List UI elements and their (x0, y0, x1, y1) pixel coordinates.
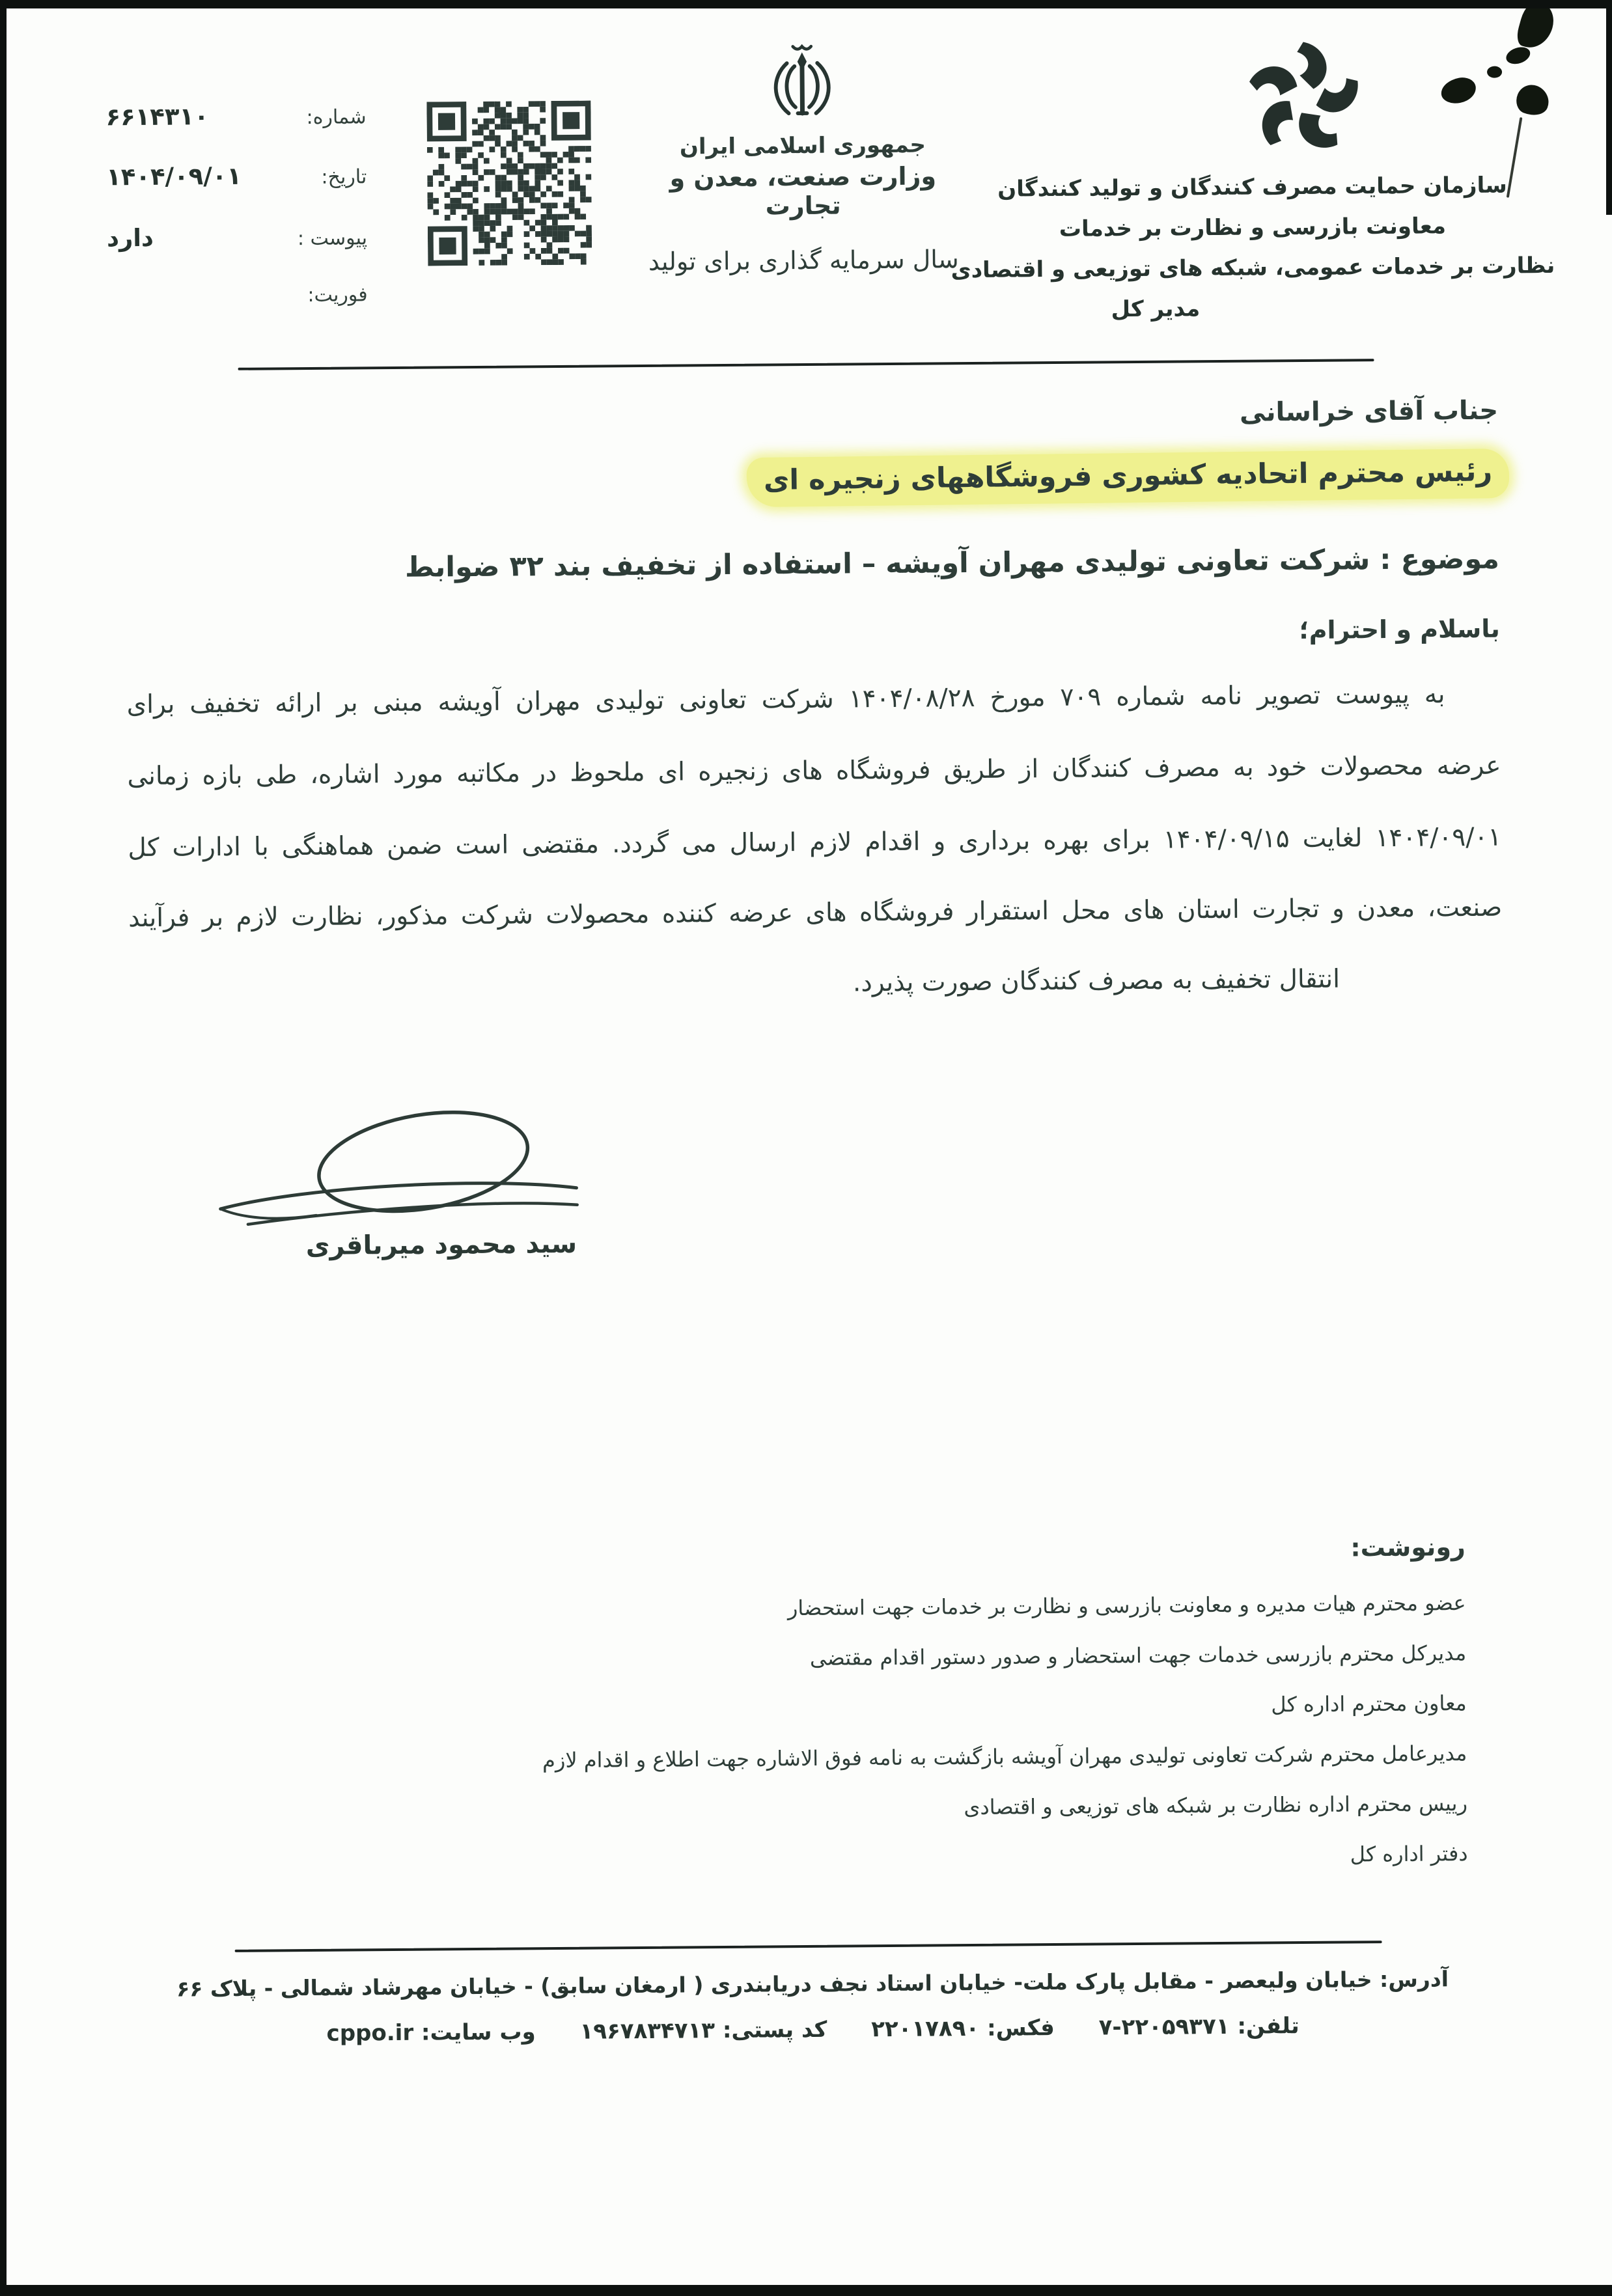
body-line: عرضه محصولات خود به مصرف کنندگان از طریق فروشگاه های زنجیره ای ملحوظ در مکاتبه مورد اشاره، طی بازه زمانی (127, 751, 1501, 792)
signer-name: سید محمود میرباقری (305, 1228, 577, 1262)
attachment-label: پیوست : (297, 227, 368, 251)
national-header (643, 39, 964, 276)
letter-date-row (106, 161, 367, 191)
attachment-row (107, 222, 367, 252)
deputy-name: معاونت بازرسی و نظارت بر خدمات (1059, 213, 1447, 242)
footer-fax (871, 2015, 1055, 2042)
website-value: cppo.ir (326, 2019, 414, 2047)
footer-contacts (124, 2012, 1502, 2049)
body-line: صنعت، معدن و تجارت استان های محل استقرار فروشگاه های عرضه کننده محصولات شرکت مذکور، نظارت لازم بر فرآیند (128, 892, 1503, 934)
qr-code-icon (426, 101, 592, 266)
scan-edge-right (1606, 0, 1612, 215)
cc-item: دفتر اداره کل (1350, 1841, 1468, 1867)
urgency-row (107, 283, 368, 308)
recipient-name: جناب آقای خراسانی (1239, 395, 1499, 428)
cc-title: رونوشت: (1350, 1532, 1466, 1562)
signature-block (208, 1101, 593, 1264)
cc-item: عضو محترم هیات مدیره و معاونت بازرسی و نظارت بر خدمات جهت استحضار (787, 1590, 1466, 1621)
number-value: ۶۶۱۴۳۱۰ (105, 102, 209, 131)
reference-block (105, 101, 368, 307)
footer-website (326, 2019, 535, 2047)
country-title: جمهوری اسلامی ایران (679, 131, 926, 160)
year-slogan: سال سرمایه گذاری برای تولید (648, 245, 959, 276)
postal-value: ۱۹۶۷۸۳۴۷۱۳ (579, 2017, 716, 2045)
number-label: شماره: (306, 105, 367, 129)
iran-emblem-icon (764, 40, 841, 123)
cc-item: رییس محترم اداره نظارت بر شبکه های توزیعی و اقتصادی (964, 1791, 1468, 1820)
urgency-label: فوریت: (307, 283, 368, 307)
date-value: ۱۴۰۴/۰۹/۰۱ (106, 161, 242, 191)
recipient-title-highlighted: رئیس محترم اتحادیه کشوری فروشگاههای زنجیره ای (746, 449, 1509, 507)
fax-value: ۲۲۰۱۷۸۹۰ (871, 2015, 980, 2043)
organization-name: سازمان حمایت مصرف کنندگان و تولید کنندگان (997, 172, 1507, 202)
footer-phone (1098, 2013, 1299, 2040)
scan-edge-top (0, 0, 1612, 8)
cc-section (199, 1532, 1468, 1888)
phone-label: تلفن: (1237, 2013, 1299, 2040)
body-line: انتقال تخفیف به مصرف کنندگان صورت پذیرد. (852, 964, 1341, 998)
subject-line: موضوع : شرکت تعاونی تولیدی مهران آویشه – استفاده از تخفیف بند ۳۲ ضوابط (404, 542, 1500, 584)
website-label: وب سایت: (421, 2019, 536, 2046)
scan-edge-bottom (0, 2285, 1612, 2296)
body-line: به پیوست تصویر نامه شماره ۷۰۹ مورخ ۱۴۰۴/۰۸/۲۸ شرکت تعاونی تولیدی مهران آویشه مبنی بر ارائه تخفیف برای (126, 680, 1445, 720)
attachment-value: دارد (106, 223, 154, 253)
ministry-title: وزارت صنعت، معدن و تجارت (669, 161, 937, 221)
letter-number-row (105, 101, 366, 131)
signer-role: مدیر کل (1111, 296, 1201, 323)
office-name: نظارت بر خدمات عمومی، شبکه های توزیعی و اقتصادی (951, 252, 1555, 284)
footer-postal (579, 2017, 827, 2045)
date-label: تاریخ: (321, 165, 367, 189)
postal-label: کد پستی: (722, 2016, 827, 2044)
footer-address: آدرس: خیابان ولیعصر - مقابل پارک ملت- خیابان استاد نجف دریابندری ( ارمغان سابق) - خیابان مهرشاد شمالی - پلاک ۶۶ (176, 1966, 1449, 2002)
ink-blob (1487, 66, 1502, 78)
footer-divider (235, 1941, 1382, 1952)
cc-item: مدیرکل محترم بازرسی خدمات جهت استحضار و صدور دستور اقدام مقتضی (809, 1640, 1467, 1670)
organization-header (942, 32, 1563, 331)
scan-edge-left (0, 0, 7, 2296)
phone-value: ۲۲۰۵۹۳۷۱-۷ (1098, 2013, 1230, 2041)
header-divider (238, 359, 1374, 370)
cc-item: مدیرعامل محترم شرکت تعاونی تولیدی مهران آویشه بازگشت به نامه فوق الاشاره جهت اطلاع و اقدام لازم (542, 1741, 1467, 1773)
cc-item: معاون محترم اداره کل (1271, 1691, 1467, 1717)
cppo-logo-icon (1242, 33, 1367, 164)
fax-label: فکس: (986, 2015, 1055, 2041)
body-line: ۱۴۰۴/۰۹/۰۱ لغایت ۱۴۰۴/۰۹/۱۵ برای بهره برداری و اقدام لازم ارسال می گردد. مقتضی است ضمن هماهنگی با ادارات کل (128, 822, 1502, 863)
salutation: باسلام و احترام؛ (1299, 614, 1500, 645)
